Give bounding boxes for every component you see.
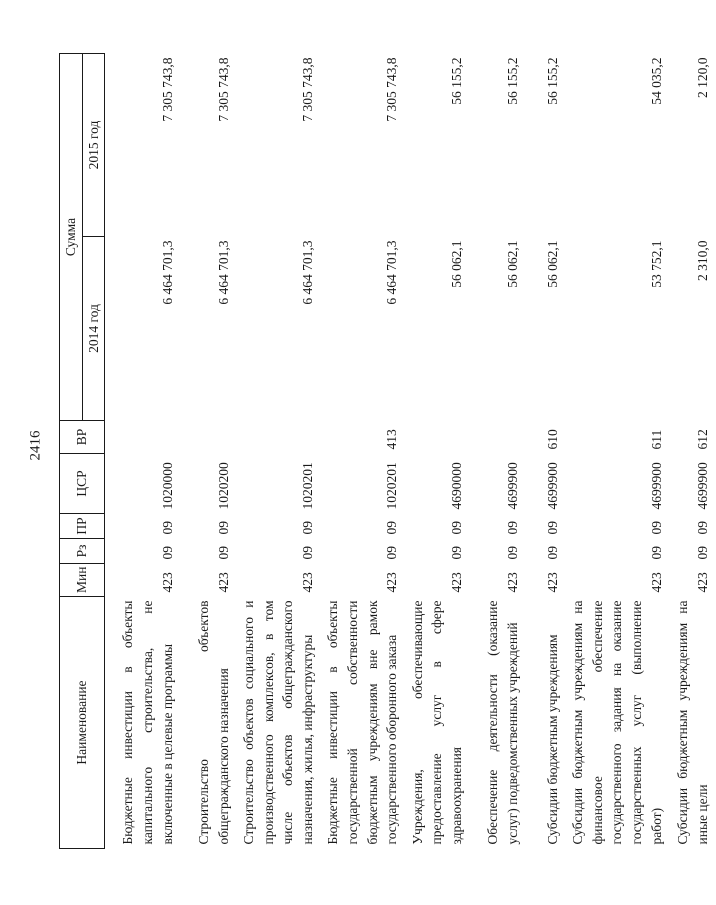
header-year-2014: 2014 год [82, 237, 105, 421]
row-sum-2015: 7 305 743,8 [299, 57, 315, 122]
table-row [566, 53, 670, 848]
row-csr: 4699900 [544, 462, 560, 510]
row-sum-2014: 6 464 701,3 [299, 240, 315, 305]
row-rz: 09 [544, 546, 560, 560]
row-vr [105, 421, 182, 454]
table-header [60, 53, 105, 848]
header-rz: Рз [60, 539, 105, 564]
table-body [105, 53, 716, 848]
row-pr: 09 [694, 521, 710, 535]
row-name: Учреждения, обеспечивающие предоставление услуг в сфере здравоохранения [409, 600, 464, 845]
row-sum-2014: 53 752,1 [648, 240, 664, 288]
row-rz: 09 [159, 546, 175, 560]
row-pr: 09 [299, 521, 315, 535]
row-csr: 1020201 [299, 462, 315, 510]
row-pr: 09 [648, 521, 664, 535]
row-sum-2015: 56 155,2 [504, 57, 520, 105]
row-sum-2015: 7 305 743,8 [215, 57, 231, 122]
row-vr: 610 [544, 429, 560, 450]
row-rz: 09 [694, 546, 710, 560]
row-csr: 1020000 [159, 462, 175, 510]
row-csr: 4690000 [448, 462, 464, 510]
table-row [406, 53, 471, 848]
row-vr [181, 421, 237, 454]
row-min: 423 [648, 572, 664, 593]
row-min: 423 [544, 572, 560, 593]
row-sum-2014: 6 464 701,3 [215, 240, 231, 305]
table-row [105, 53, 182, 848]
header-pr: ПР [60, 514, 105, 539]
row-rz: 09 [504, 546, 520, 560]
row-sum-2015: 56 155,2 [544, 57, 560, 105]
row-min: 423 [384, 572, 400, 593]
row-csr: 4699900 [504, 462, 520, 510]
row-pr: 09 [159, 521, 175, 535]
row-min: 423 [159, 572, 175, 593]
header-sum: Сумма [60, 53, 83, 420]
row-sum-2014: 6 464 701,3 [384, 240, 400, 305]
row-rz: 09 [299, 546, 315, 560]
row-min: 423 [448, 572, 464, 593]
row-sum-2014: 2 310,0 [694, 240, 710, 281]
row-min: 423 [215, 572, 231, 593]
row-sum-2015: 54 035,2 [648, 57, 664, 105]
row-name: Субсидии бюджетным учреждениям на финансовое обеспечение государственного задания на оказание государственных услуг (выполнение работ) [570, 600, 664, 845]
row-sum-2015: 56 155,2 [448, 57, 464, 105]
row-vr: 413 [384, 429, 400, 450]
row-rz: 09 [215, 546, 231, 560]
row-sum-2015: 7 305 743,8 [384, 57, 400, 122]
header-vr: ВР [60, 421, 105, 454]
row-rz: 09 [648, 546, 664, 560]
table-row [670, 53, 716, 848]
row-rz: 09 [384, 546, 400, 560]
row-csr: 1020201 [384, 462, 400, 510]
table-row [237, 53, 321, 848]
header-year-2015: 2015 год [82, 53, 105, 236]
row-pr: 09 [544, 521, 560, 535]
row-min: 423 [504, 572, 520, 593]
row-sum-2014: 56 062,1 [448, 240, 464, 288]
row-csr: 4699900 [648, 462, 664, 510]
row-sum-2014: 6 464 701,3 [159, 240, 175, 305]
rotated-table-container [59, 54, 710, 849]
table-row [181, 53, 237, 848]
header-name: Наименование [60, 597, 105, 849]
row-name: Обеспечение деятельности (оказание услуг) подведомственных учреждений [485, 600, 520, 845]
row-name: Строительство объектов социального и производственного комплексов, в том числе объектов общегражданского назначения, жилья, инфраструктуры [241, 600, 315, 845]
row-pr: 09 [504, 521, 520, 535]
row-name: Бюджетные инвестиции в объекты государственной собственности бюджетным учреждениям вне рамок государственного оборонного заказа [325, 600, 400, 845]
row-name: Субсидии бюджетным учреждениям на иные цели [675, 600, 710, 845]
row-sum-2014: 56 062,1 [504, 240, 520, 288]
table-row [321, 53, 405, 848]
header-csr: ЦСР [60, 454, 105, 514]
row-vr [237, 421, 321, 454]
budget-table [59, 53, 716, 849]
row-min: 423 [694, 572, 710, 593]
row-pr: 09 [448, 521, 464, 535]
row-vr: 611 [648, 429, 664, 450]
row-vr [470, 421, 526, 454]
row-min: 423 [299, 572, 315, 593]
header-min: Мин [60, 564, 105, 597]
row-vr [406, 421, 471, 454]
row-name: Субсидии бюджетным учреждениям [544, 634, 560, 845]
row-sum-2014: 56 062,1 [544, 240, 560, 288]
row-pr: 09 [215, 521, 231, 535]
row-rz: 09 [448, 546, 464, 560]
row-pr: 09 [384, 521, 400, 535]
row-name: Бюджетные инвестиции в объекты капитального строительства, не включенные в целевые программы [120, 600, 175, 845]
row-sum-2015: 7 305 743,8 [159, 57, 175, 122]
row-csr: 1020200 [215, 462, 231, 510]
table-row [470, 53, 526, 848]
row-vr: 612 [694, 429, 710, 450]
table-row [526, 53, 566, 848]
page-number: 2416 [27, 430, 44, 461]
row-sum-2015: 2 120,0 [694, 57, 710, 98]
row-csr: 4699900 [694, 462, 710, 510]
row-name: Строительство объектов общегражданского назначения [196, 600, 231, 845]
